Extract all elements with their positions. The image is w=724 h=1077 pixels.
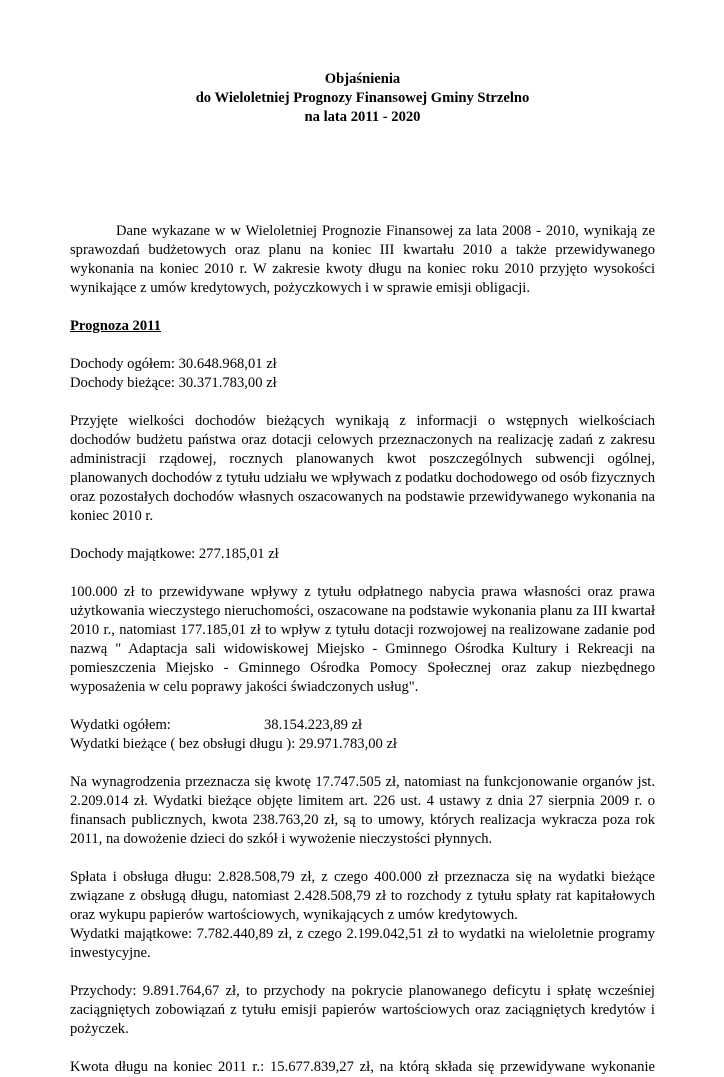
revenues-paragraph: Przychody: 9.891.764,67 zł, to przychody na pokrycie planowanego deficytu i spłatę wcześniej zaciągniętych zobowiązań z tytułu emisji papierów wartościowych oraz zaciągniętych kredytów i pożyczek. [70, 983, 655, 1037]
expenses-current: Wydatki bieżące ( bez obsługi długu ): 29.971.783,00 zł [70, 736, 397, 752]
title-line-2: do Wieloletniej Prognozy Finansowej Gminy Strzelno [195, 90, 530, 106]
income-total: Dochody ogółem: 30.648.968,01 zł [70, 356, 277, 372]
expenses-total-row [70, 716, 655, 735]
income-property: Dochody majątkowe: 277.185,01 zł [70, 546, 279, 562]
income-property-explanation: 100.000 zł to przewidywane wpływy z tytułu odpłatnego nabycia prawa własności oraz prawa użytkowania wieczystego nieruchomości, oszacowane na podstawie wykonania planu za III kwartał 2010 r., natomiast 177.185,01 zł to wpływ z tytułu dotacji rozwojowej na realizowane zadanie pod nazwą " Adaptacja sali widowiskowej Miejsko - Gminnego Ośrodka Kultury i Rekreacji na pomieszczenia Miejsko - Gminnego Ośrodka Pomocy Społecznej oraz zakup niezbędnego wyposażenia w celu poprawy jakości świadczonych usług". [70, 584, 655, 695]
expenses-salaries-paragraph: Na wynagrodzenia przeznacza się kwotę 17.747.505 zł, natomiast na funkcjonowanie organów jst. 2.209.014 zł. Wydatki bieżące objęte limitem art. 226 ust. 4 ustawy z dnia 27 sierpnia 2009 r. o finansach publicznych, kwota 238.763,20 zł, są to umowy, których realizacja wykracza poza rok 2011, na dowożenie dzieci do szkół i wywożenie nieczystości płynnych. [70, 774, 655, 847]
debt-end-paragraph: Kwota długu na koniec 2011 r.: 15.677.839,27 zł, na którą składa się przewidywane wykonanie [70, 1059, 655, 1075]
title-line-3: na lata 2011 - 2020 [304, 109, 421, 125]
document-page [70, 70, 655, 1077]
income-current: Dochody bieżące: 30.371.783,00 zł [70, 375, 277, 391]
document-title [70, 70, 655, 127]
income-current-explanation: Przyjęte wielkości dochodów bieżących wynikają z informacji o wstępnych wielkościach dochodów budżetu państwa oraz dotacji celowych przeznaczonych na realizację zadań z zakresu administracji rządowej, rocznych planowanych kwot poszczególnych subwencji ogólnej, planowanych dochodów z tytułu udziału we wpływach z podatku dochodowego od osób fizycznych oraz pozostałych dochodów własnych oszacowanych na podstawie przewidywanego wykonania na koniec 2010 r. [70, 413, 655, 524]
expenses-total-label: Wydatki ogółem: [70, 717, 171, 733]
section-heading: Prognoza 2011 [70, 318, 161, 334]
debt-service-paragraph: Spłata i obsługa długu: 2.828.508,79 zł, z czego 400.000 zł przeznacza się na wydatki bieżące związane z obsługą długu, natomiast 2.428.508,79 zł to rozchody z tytułu spłaty rat kapitałowych oraz wykupu papierów wartościowych, wynikających z umów kredytowych. [70, 869, 655, 923]
intro-paragraph: Dane wykazane w w Wieloletniej Prognozie Finansowej za lata 2008 - 2010, wynikają ze sprawozdań budżetowych oraz planu na koniec III kwartału 2010 a także przewidywanego wykonania na koniec 2010 r. W zakresie kwoty długu na koniec roku 2010 przyjęto wysokości wynikające z umów kredytowych, pożyczkowych i w sprawie emisji obligacji. [70, 223, 655, 296]
expenses-total-value: 38.154.223,89 zł [264, 717, 363, 733]
expenses-property-paragraph: Wydatki majątkowe: 7.782.440,89 zł, z czego 2.199.042,51 zł to wydatki na wieloletnie programy inwestycyjne. [70, 926, 655, 961]
title-line-1: Objaśnienia [324, 71, 401, 87]
